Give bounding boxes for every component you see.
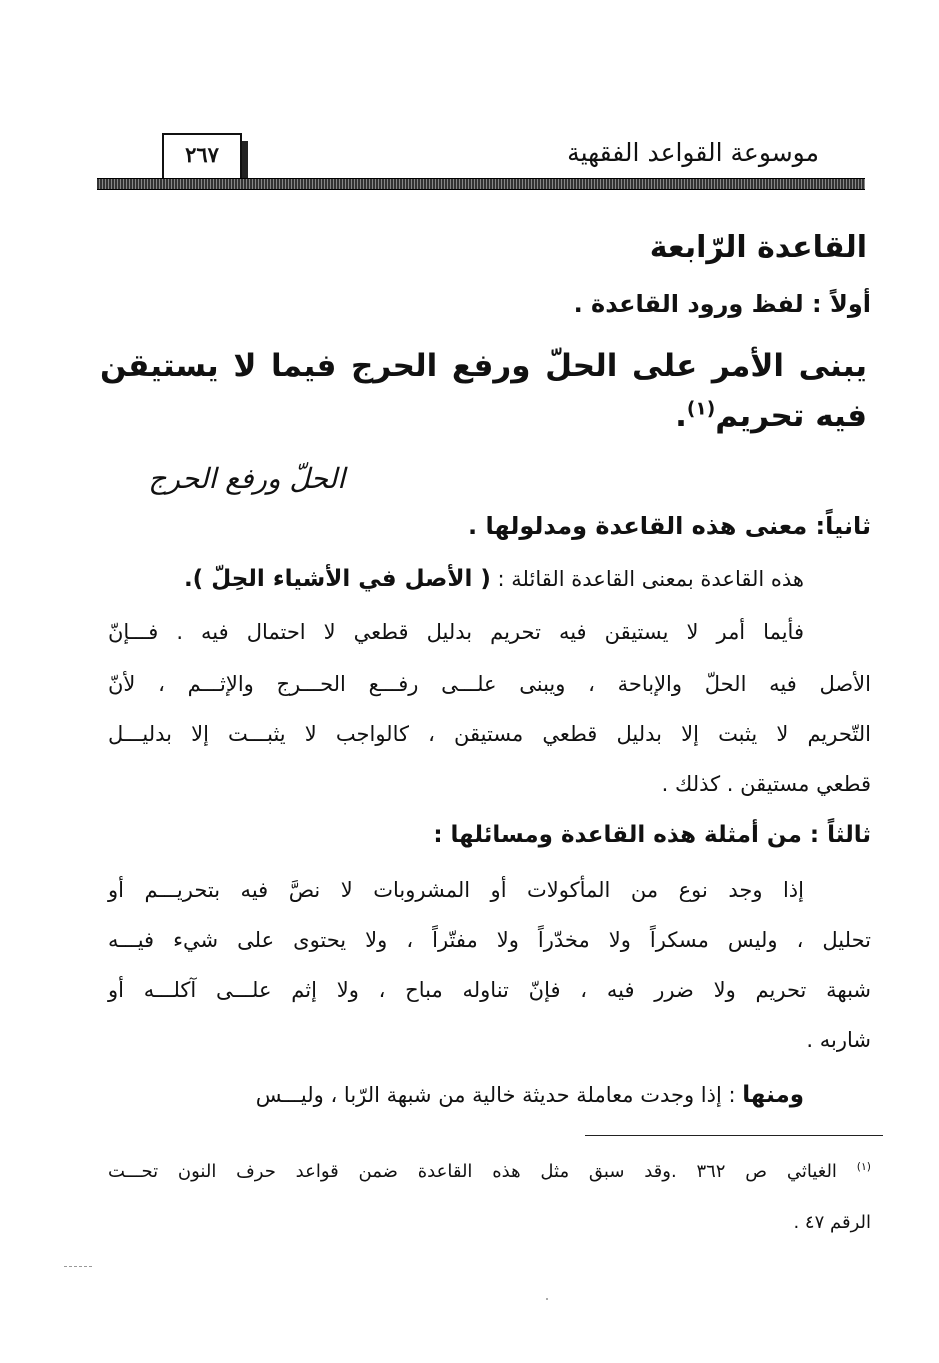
footnote-line-1 (108, 1160, 871, 1182)
second-label: ثانياً: معنى هذه القاعدة ومدلولها . (467, 512, 871, 540)
scan-dot (546, 1298, 548, 1300)
minha-line (256, 1082, 804, 1108)
para2-line-2: تحليل ، وليس مسكراً ولا مخدّراً ولا مفتّراً ، ولا يحتوى على شيء فيـــه (108, 928, 871, 952)
handwritten-note: الحلّ ورفع الحرج (148, 462, 345, 495)
footnote-marker: (١) (856, 1160, 871, 1173)
meaning-line (184, 566, 804, 592)
first-label: أولاً : لفظ ورود القاعدة . (573, 290, 871, 318)
rule-footnote-ref: (١) (686, 398, 716, 420)
para1-line-3: التّحريم لا يثبت إلا بدليل قطعي مستيقن ، كالواجب لا يثبـــت إلا بدليـــل (108, 722, 871, 746)
para2-line-3: شبهة تحريم ولا ضرر فيه ، فإنّ تناوله مباح ، ولا إثم علـــى آكلـــه أو (108, 978, 871, 1002)
scan-mark (64, 1266, 92, 1267)
minha-rest: : إذا وجدت معاملة حديثة خالية من شبهة الرّبا ، وليـــس (255, 1083, 743, 1107)
rule-statement-end: . (675, 398, 687, 434)
para2-line-4: شاربه . (806, 1028, 871, 1052)
footnote-text-1: الغياثي ص ٣٦٢ .وقد سبق مثل هذه القاعدة ضمن قواعد حرف النون تحـــت (108, 1161, 837, 1182)
para1-line-4: قطعي مستيقن . كذلك . (661, 772, 871, 796)
para2-line-1: إذا وجد نوع من المأكولات أو المشروبات لا نصَّ فيه بتحريـــم أو (108, 878, 804, 902)
rule-statement-line-1: يبنى الأمر على الحلّ ورفع الحرج فيما لا يستيقن (100, 348, 867, 384)
meaning-bold: ( الأصل في الأشياء الحِلّ ). (183, 566, 491, 592)
footnote-line-2: الرقم ٤٧ . (793, 1212, 871, 1233)
page-number: ٢٦٧ (185, 142, 219, 167)
third-label: ثالثاً : من أمثلة هذه القاعدة ومسائلها : (433, 822, 871, 848)
header-rule (97, 178, 865, 190)
page-number-box (162, 133, 242, 179)
para1-line-1: فأيما أمر لا يستيقن فيه تحريم بدليل قطعي لا احتمال فيه . فـــإنّ (108, 620, 804, 644)
rule-statement-line-2 (675, 398, 867, 434)
rule-statement-text: فيه تحريم (715, 398, 867, 434)
para1-line-2: الأصل فيه الحلّ والإباحة ، ويبنى علـــى رفـــع الحـــرج والإثـــم ، لأنّ (108, 672, 871, 696)
minha-bold: ومنها (742, 1082, 804, 1108)
section-heading: القاعدة الرّابعة (649, 230, 867, 265)
footnote-separator (585, 1135, 883, 1136)
meaning-prefix: هذه القاعدة بمعنى القاعدة القائلة : (490, 567, 804, 591)
book-title: موسوعة القواعد الفقهية (567, 138, 819, 167)
page-box-shadow (242, 141, 248, 181)
